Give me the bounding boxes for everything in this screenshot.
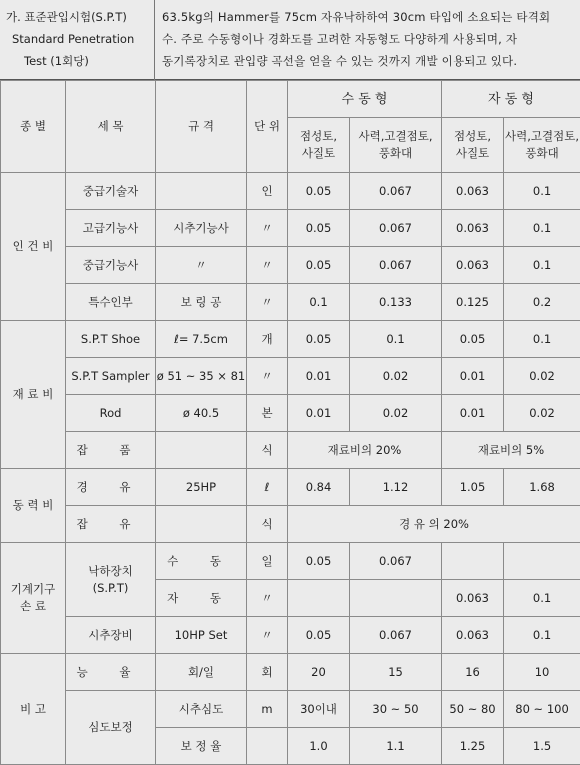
category-machinery: 기계기구 손 료 bbox=[1, 543, 66, 654]
unit-cell: 인 bbox=[247, 173, 288, 210]
value-cell: 15 bbox=[350, 654, 442, 691]
category-labor: 인 건 비 bbox=[1, 173, 66, 321]
header-category: 종 별 bbox=[1, 81, 66, 173]
value-cell bbox=[504, 543, 580, 580]
value-cell: 0.02 bbox=[350, 358, 442, 395]
value-cell: 1.25 bbox=[442, 728, 504, 765]
value-cell: 0.02 bbox=[504, 395, 580, 432]
spec-cell: 보 정 율 bbox=[156, 728, 247, 765]
title-line: Test (1회당) bbox=[6, 50, 154, 72]
header-clay: 점성토, 사질토 bbox=[442, 118, 504, 173]
table-row bbox=[1, 469, 580, 506]
value-cell: 0.063 bbox=[442, 580, 504, 617]
title-line: Standard Penetration bbox=[6, 28, 154, 50]
value-cell: 1.12 bbox=[350, 469, 442, 506]
header-clay: 점성토, 사질토 bbox=[288, 118, 350, 173]
description-line: 수. 주로 수동형이나 경화도를 고려한 자동형도 다양하게 사용되며, 자 bbox=[162, 28, 580, 50]
cost-table bbox=[0, 80, 580, 765]
item-cell: 잡 유 bbox=[66, 506, 156, 543]
unit-cell: 〃 bbox=[247, 358, 288, 395]
value-cell: 1.68 bbox=[504, 469, 580, 506]
value-cell: 0.125 bbox=[442, 284, 504, 321]
spec-cell: 〃 bbox=[156, 247, 247, 284]
header-sand: 사력,고결점토, 풍화대 bbox=[504, 118, 580, 173]
value-cell: 0.05 bbox=[288, 210, 350, 247]
unit-cell: 〃 bbox=[247, 284, 288, 321]
value-cell: 0.05 bbox=[288, 543, 350, 580]
description bbox=[158, 0, 580, 72]
unit-cell: 회 bbox=[247, 654, 288, 691]
value-cell: 0.063 bbox=[442, 617, 504, 654]
value-cell: 0.067 bbox=[350, 543, 442, 580]
table-row bbox=[1, 432, 580, 469]
value-cell: 0.1 bbox=[504, 580, 580, 617]
item-cell: 능 율 bbox=[66, 654, 156, 691]
item-cell: 잡 품 bbox=[66, 432, 156, 469]
spec-cell: 수 동 bbox=[156, 543, 247, 580]
spec-cell: ø 40.5 bbox=[156, 395, 247, 432]
unit-cell bbox=[247, 728, 288, 765]
spec-cell: ℓ= 7.5cm bbox=[156, 321, 247, 358]
header-unit: 단 위 bbox=[247, 81, 288, 173]
value-cell: 경 유 의 20% bbox=[288, 506, 580, 543]
value-cell: 0.067 bbox=[350, 210, 442, 247]
header-item: 세 목 bbox=[66, 81, 156, 173]
spec-cell bbox=[156, 173, 247, 210]
title-line: 가. 표준관입시험(S.P.T) bbox=[6, 6, 154, 28]
value-cell: 0.067 bbox=[350, 247, 442, 284]
header bbox=[0, 0, 580, 80]
header-sand: 사력,고결점토, 풍화대 bbox=[350, 118, 442, 173]
item-cell: 심도보정 bbox=[66, 691, 156, 765]
spec-cell: 10HP Set bbox=[156, 617, 247, 654]
item-cell: Rod bbox=[66, 395, 156, 432]
header-manual: 수 동 형 bbox=[288, 81, 442, 118]
table-row bbox=[1, 321, 580, 358]
value-cell bbox=[350, 580, 442, 617]
item-cell: 경 유 bbox=[66, 469, 156, 506]
description-line: 동기록장치로 관입량 곡선을 얻을 수 있는 것까지 개발 이용되고 있다. bbox=[162, 50, 580, 72]
item-cell: 낙하장치 (S.P.T) bbox=[66, 543, 156, 617]
unit-cell: 본 bbox=[247, 395, 288, 432]
table-row bbox=[1, 691, 580, 728]
spec-cell: 회/일 bbox=[156, 654, 247, 691]
unit-cell: 〃 bbox=[247, 617, 288, 654]
value-cell: 0.1 bbox=[288, 284, 350, 321]
value-cell: 재료비의 20% bbox=[288, 432, 442, 469]
unit-cell: ℓ bbox=[247, 469, 288, 506]
item-cell: S.P.T Shoe bbox=[66, 321, 156, 358]
table-row bbox=[1, 506, 580, 543]
unit-cell: m bbox=[247, 691, 288, 728]
header-auto: 자 동 형 bbox=[442, 81, 580, 118]
value-cell: 0.05 bbox=[442, 321, 504, 358]
unit-cell: 개 bbox=[247, 321, 288, 358]
spec-cell bbox=[156, 432, 247, 469]
value-cell: 0.02 bbox=[350, 395, 442, 432]
value-cell: 0.05 bbox=[288, 321, 350, 358]
value-cell: 1.0 bbox=[288, 728, 350, 765]
table-row bbox=[1, 284, 580, 321]
unit-cell: 식 bbox=[247, 432, 288, 469]
table-row bbox=[1, 210, 580, 247]
category-materials: 재 료 비 bbox=[1, 321, 66, 469]
spec-cell: 시추기능사 bbox=[156, 210, 247, 247]
value-cell: 30 ~ 50 bbox=[350, 691, 442, 728]
category-power: 동 력 비 bbox=[1, 469, 66, 543]
value-cell: 1.5 bbox=[504, 728, 580, 765]
value-cell: 20 bbox=[288, 654, 350, 691]
value-cell: 0.05 bbox=[288, 247, 350, 284]
value-cell: 재료비의 5% bbox=[442, 432, 580, 469]
table-row bbox=[1, 358, 580, 395]
table-row bbox=[1, 654, 580, 691]
item-cell: 중급기능사 bbox=[66, 247, 156, 284]
value-cell: 30이내 bbox=[288, 691, 350, 728]
item-cell: 시추장비 bbox=[66, 617, 156, 654]
section-title bbox=[0, 0, 155, 80]
value-cell: 0.02 bbox=[504, 358, 580, 395]
description-line: 63.5kg의 Hammer를 75cm 자유낙하하여 30cm 타입에 소요되는 타격회 bbox=[162, 6, 580, 28]
header-spec: 규 격 bbox=[156, 81, 247, 173]
value-cell: 16 bbox=[442, 654, 504, 691]
spec-cell: ø 51 ~ 35 × 81 bbox=[156, 358, 247, 395]
value-cell: 0.067 bbox=[350, 617, 442, 654]
value-cell: 0.063 bbox=[442, 210, 504, 247]
value-cell: 0.2 bbox=[504, 284, 580, 321]
table-row bbox=[1, 173, 580, 210]
unit-cell: 〃 bbox=[247, 580, 288, 617]
unit-cell: 일 bbox=[247, 543, 288, 580]
value-cell: 0.1 bbox=[504, 210, 580, 247]
value-cell: 0.01 bbox=[442, 395, 504, 432]
value-cell: 0.01 bbox=[288, 395, 350, 432]
value-cell: 0.01 bbox=[288, 358, 350, 395]
value-cell: 0.1 bbox=[350, 321, 442, 358]
spec-cell: 자 동 bbox=[156, 580, 247, 617]
category-notes: 비 고 bbox=[1, 654, 66, 765]
value-cell: 10 bbox=[504, 654, 580, 691]
item-cell: 특수인부 bbox=[66, 284, 156, 321]
value-cell: 0.1 bbox=[504, 617, 580, 654]
item-cell: 중급기술자 bbox=[66, 173, 156, 210]
value-cell: 0.1 bbox=[504, 321, 580, 358]
table-row bbox=[1, 247, 580, 284]
value-cell bbox=[288, 580, 350, 617]
table-row bbox=[1, 617, 580, 654]
value-cell: 0.063 bbox=[442, 247, 504, 284]
unit-cell: 〃 bbox=[247, 210, 288, 247]
unit-cell: 〃 bbox=[247, 247, 288, 284]
value-cell: 0.063 bbox=[442, 173, 504, 210]
value-cell bbox=[442, 543, 504, 580]
spec-cell: 시추심도 bbox=[156, 691, 247, 728]
value-cell: 0.05 bbox=[288, 617, 350, 654]
table-row bbox=[1, 543, 580, 580]
spec-cell: 25HP bbox=[156, 469, 247, 506]
value-cell: 0.067 bbox=[350, 173, 442, 210]
spec-cell bbox=[156, 506, 247, 543]
table-row bbox=[1, 395, 580, 432]
value-cell: 1.1 bbox=[350, 728, 442, 765]
value-cell: 0.05 bbox=[288, 173, 350, 210]
spec-cell: 보 링 공 bbox=[156, 284, 247, 321]
item-cell: 고급기능사 bbox=[66, 210, 156, 247]
value-cell: 1.05 bbox=[442, 469, 504, 506]
value-cell: 80 ~ 100 bbox=[504, 691, 580, 728]
value-cell: 0.84 bbox=[288, 469, 350, 506]
value-cell: 0.01 bbox=[442, 358, 504, 395]
unit-cell: 식 bbox=[247, 506, 288, 543]
value-cell: 0.133 bbox=[350, 284, 442, 321]
value-cell: 0.1 bbox=[504, 173, 580, 210]
value-cell: 50 ~ 80 bbox=[442, 691, 504, 728]
item-cell: S.P.T Sampler bbox=[66, 358, 156, 395]
value-cell: 0.1 bbox=[504, 247, 580, 284]
